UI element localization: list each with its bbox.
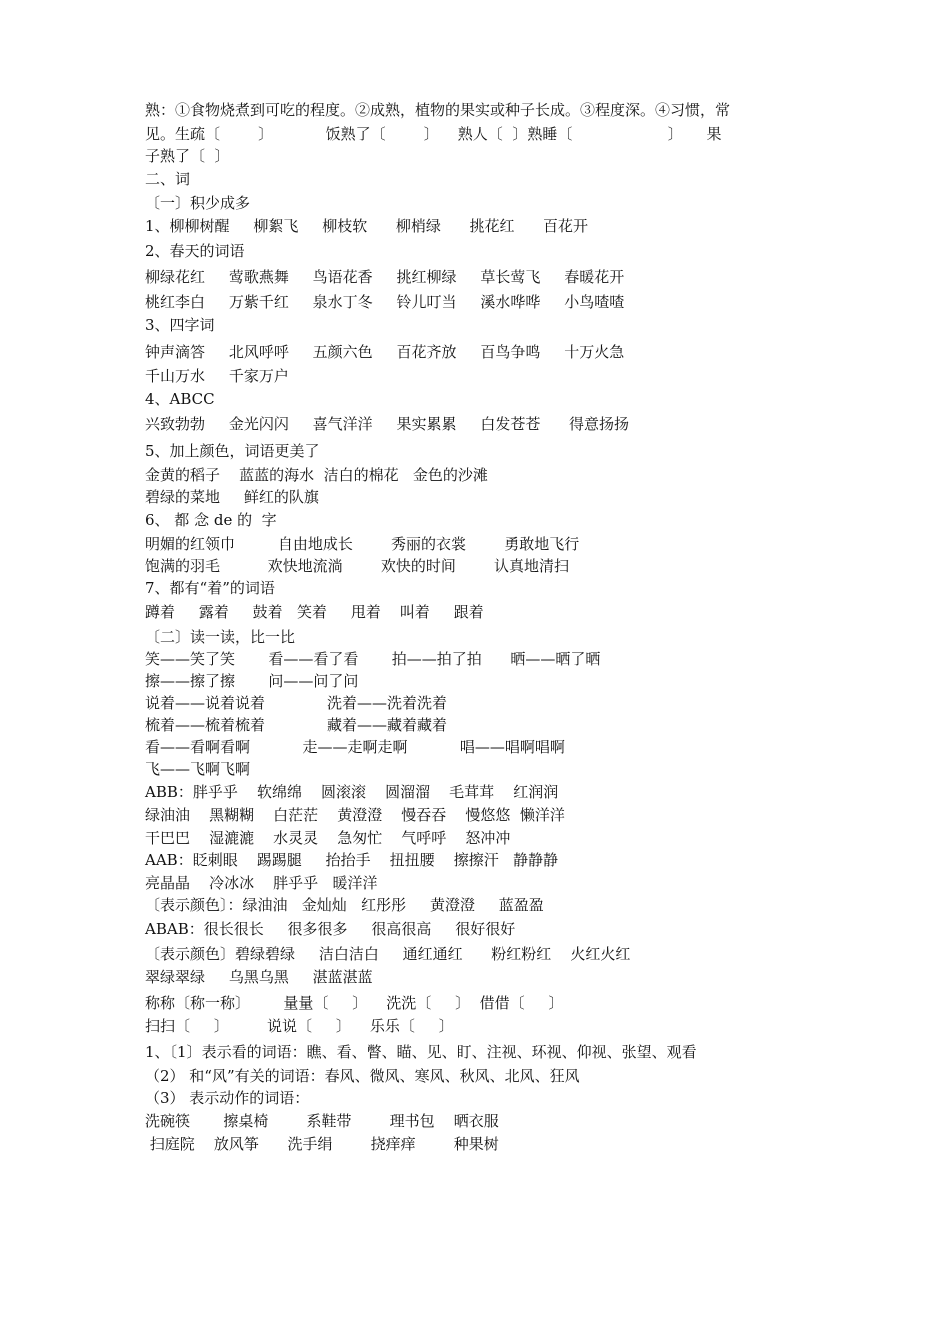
text-line: 〔表示颜色〕：绿油油 金灿灿 红彤彤 黄澄澄 蓝盈盈 <box>145 896 544 914</box>
text-line: 洗碗筷 擦桌椅 系鞋带 理书包 晒衣服 <box>145 1112 499 1130</box>
item-heading: 4、ABCC <box>145 390 215 408</box>
item-heading: 3、四字词 <box>145 316 215 334</box>
text-line: 见。生疏〔 〕 饭熟了〔 〕 熟人〔 〕熟睡〔 〕 果 <box>145 125 722 143</box>
subsection-heading: 〔二〕读一读，比一比 <box>145 628 296 646</box>
text-line: 翠绿翠绿 乌黑乌黑 湛蓝湛蓝 <box>145 968 373 986</box>
text-line: 说着——说着说着 洗着——洗着洗着 <box>145 694 447 712</box>
text-line: 碧绿的菜地 鲜红的队旗 <box>145 488 319 506</box>
text-line: 钟声滴答 北风呼呼 五颜六色 百花齐放 百鸟争鸣 十万火急 <box>145 343 625 361</box>
text-line: 亮晶晶 冷冰冰 胖乎乎 暖洋洋 <box>145 874 378 892</box>
text-line: 饱满的羽毛 欢快地流淌 欢快的时间 认真地清扫 <box>145 557 569 575</box>
text-line: 〔表示颜色〕碧绿碧绿 洁白洁白 通红通红 粉红粉红 火红火红 <box>145 945 631 963</box>
text-line: 梳着——梳着梳着 藏着——藏着藏着 <box>145 716 447 734</box>
item-heading: 5、加上颜色，词语更美了 <box>145 442 320 460</box>
text-line: 笑——笑了笑 看——看了看 拍——拍了拍 晒——晒了晒 <box>145 650 601 668</box>
text-line: ABAB：很长很长 很多很多 很高很高 很好很好 <box>145 920 516 938</box>
text-line: 柳绿花红 莺歌燕舞 鸟语花香 挑红柳绿 草长莺飞 春暖花开 <box>145 268 625 286</box>
text-line: 干巴巴 湿漉漉 水灵灵 急匆忙 气呼呼 怒冲冲 <box>145 829 511 847</box>
text-line: （3） 表示动作的词语： <box>145 1089 310 1107</box>
text-line: 子熟了〔 〕 <box>145 147 230 165</box>
item-heading: 7、都有“着”的词语 <box>145 579 275 597</box>
text-line: 扫庭院 放风筝 洗手绢 挠痒痒 种果树 <box>145 1135 499 1153</box>
text-line: 1、柳柳树醒 柳絮飞 柳枝软 柳梢绿 挑花红 百花开 <box>145 217 589 235</box>
text-line: ABB：胖乎乎 软绵绵 圆滚滚 圆溜溜 毛茸茸 红润润 <box>145 783 559 801</box>
text-line: 称称〔称一称〕 量量〔 〕 洗洗〔 〕 借借〔 〕 <box>145 994 564 1012</box>
text-line: 1、〔1〕表示看的词语：瞧、看、瞥、瞄、见、盯、注视、环视、仰视、张望、观看 <box>145 1043 697 1061</box>
section-heading: 二、词 <box>145 170 191 188</box>
text-line: 看——看啊看啊 走——走啊走啊 唱——唱啊唱啊 <box>145 738 565 756</box>
text-line: 熟：①食物烧煮到可吃的程度。②成熟，植物的果实或种子长成。③程度深。④习惯，常 <box>145 101 731 119</box>
subsection-heading: 〔一〕积少成多 <box>145 194 251 212</box>
text-line: 飞——飞啊飞啊 <box>145 760 251 778</box>
text-line: 兴致勃勃 金光闪闪 喜气洋洋 果实累累 白发苍苍 得意扬扬 <box>145 415 629 433</box>
text-line: 扫扫〔 〕 说说〔 〕 乐乐〔 〕 <box>145 1017 454 1035</box>
item-heading: 6、 都 念 de 的 字 <box>145 511 277 529</box>
item-heading: 2、春天的词语 <box>145 242 245 260</box>
text-line: 绿油油 黑糊糊 白茫茫 黄澄澄 慢吞吞 慢悠悠 懒洋洋 <box>145 806 565 824</box>
text-line: 蹲着 露着 鼓着 笑着 甩着 叫着 跟着 <box>145 603 484 621</box>
text-line: 千山万水 千家万户 <box>145 367 289 385</box>
text-line: （2） 和“风”有关的词语：春风、微风、寒风、秋风、北风、狂风 <box>145 1067 580 1085</box>
text-line: 桃红李白 万紫千红 泉水丁冬 铃儿叮当 溪水哗哗 小鸟喳喳 <box>145 293 625 311</box>
text-line: 明媚的红领巾 自由地成长 秀丽的衣裳 勇敢地飞行 <box>145 535 580 553</box>
text-line: 金黄的稻子 蓝蓝的海水 洁白的棉花 金色的沙滩 <box>145 466 488 484</box>
text-line: AAB：眨刺眼 踢踢腿 抬抬手 扭扭腰 擦擦汗 静静静 <box>145 851 559 869</box>
text-line: 擦——擦了擦 问——问了问 <box>145 672 359 690</box>
